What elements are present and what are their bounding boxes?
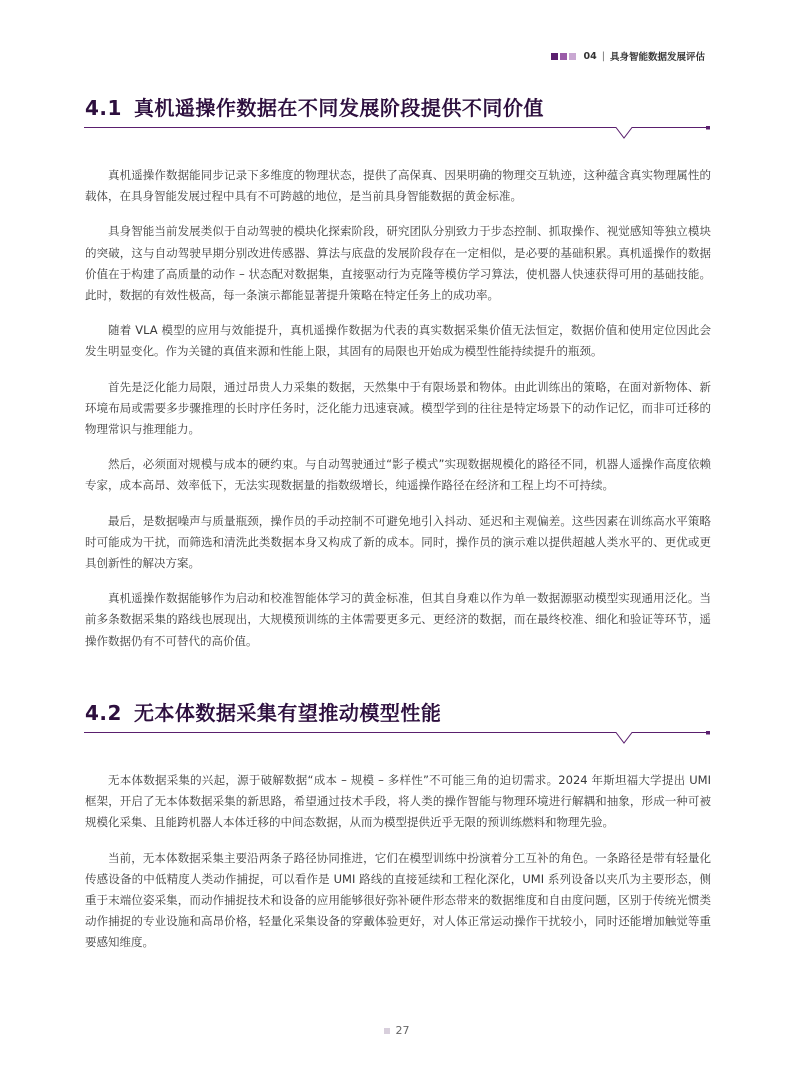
paragraph: 然后，必须面对规模与成本的硬约束。与自动驾驶通过“影子模式”实现数据规模化的路径不同，机器人遥操作高度依赖专家，成本高昂、效率低下，无法实现数据量的指数级增长，纯遥操作路径在经济和工程上均不可持续。 [85,457,711,493]
section-4-2-body [85,770,711,968]
section-number: 4.1 [85,96,122,120]
paragraph: 随着 VLA 模型的应用与效能提升，真机遥操作数据为代表的真实数据采集价值无法恒定，数据价值和使用定位因此会发生明显变化。作为关键的真值来源和性能上限，其固有的局限也开始成为模型性能持续提升的瓶颈。 [85,323,711,359]
section-title-text: 无本体数据采集有望推动模型性能 [133,701,442,725]
section-number: 4.2 [85,701,122,725]
page-number-text: 27 [395,1024,410,1037]
section-4-1-body [85,165,711,666]
paragraph: 最后，是数据噪声与质量瓶颈，操作员的手动控制不可避免地引入抖动、延迟和主观偏差。这些因素在训练高水平策略时可能成为干扰，而筛选和清洗此类数据本身又构成了新的成本。同时，操作员的演示难以提供超越人类水平的、更优或更具创新性的解决方案。 [85,513,711,571]
chapter-number: 04 [583,50,597,62]
paragraph: 当前，无本体数据采集主要沿两条子路径协同推进，它们在模型训练中扮演着分工互补的角色。一条路径是带有轻量化传感设备的中低精度人类动作捕捉，可以看作是 UMI 路线的直接延续和工程化深化，UMI 系列设备以夹爪为主要形态，侧重于末端位姿采集，而动作捕捉技术和设备的应用能够很好弥补硬件形态带来的数据维度和自由度问题，区别于传统光惯类动作捕捉的专业设施和高昂价格，轻量化采集设备的穿戴体验更好，对人体正常运动操作干扰较小，同时还能增加触觉等重要感知维度。 [85,850,711,950]
chapter-separator: | [601,50,605,62]
page-marker-icon [384,1028,390,1034]
chapter-header [551,49,705,63]
section-divider [84,731,712,745]
header-squares-icon [551,53,576,60]
paragraph: 真机遥操作数据能同步记录下多维度的物理状态，提供了高保真、因果明确的物理交互轨迹，这种蕴含真实物理属性的载体，在具身智能发展过程中具有不可跨越的地位，是当前具身智能数据的黄金标准。 [85,168,711,204]
section-title-4-2 [85,697,441,726]
paragraph: 真机遥操作数据能够作为启动和校准智能体学习的黄金标准，但其自身难以作为单一数据源驱动模型实现通用泛化。当前多条数据采集的路线也展现出，大规模预训练的主体需要更多元、更经济的数据，而在最终校准、细化和验证等环节，遥操作数据仍有不可替代的高价值。 [85,591,711,648]
page-number [0,1024,793,1037]
section-divider [84,126,712,140]
section-title-4-1 [85,92,544,121]
paragraph: 无本体数据采集的兴起，源于破解数据“成本 – 规模 – 多样性”不可能三角的迫切需求。2024 年斯坦福大学提出 UMI 框架，开启了无本体数据采集的新思路，希望通过技术手段，将人类的操作智能与物理环境进行解耦和抽象，形成一种可被规模化采集、且能跨机器人本体迁移的中间态数据，从而为模型提供近乎无限的预训练燃料和物理先验。 [85,773,711,830]
paragraph: 首先是泛化能力局限，通过昂贵人力采集的数据，天然集中于有限场景和物体。由此训练出的策略，在面对新物体、新环境布局或需要多步骤推理的长时序任务时，泛化能力迅速衰减。模型学到的往往是特定场景下的动作记忆，而非可迁移的物理常识与推理能力。 [85,379,711,437]
paragraph: 具身智能当前发展类似于自动驾驶的模块化探索阶段，研究团队分别致力于步态控制、抓取操作、视觉感知等独立模块的突破，这与自动驾驶早期分别改进传感器、算法与底盘的发展阶段存在一定相似，是必要的基础积累。真机遥操作的数据价值在于构建了高质量的动作 – 状态配对数据集，直接驱动行为克隆等模仿学习算法，使机器人快速获得可用的基础技能。此时，数据的有效性极高，每一条演示都能显著提升策略在特定任务上的成功率。 [85,224,711,303]
chapter-title: 具身智能数据发展评估 [609,52,705,63]
section-title-text: 真机遥操作数据在不同发展阶段提供不同价值 [133,96,544,120]
